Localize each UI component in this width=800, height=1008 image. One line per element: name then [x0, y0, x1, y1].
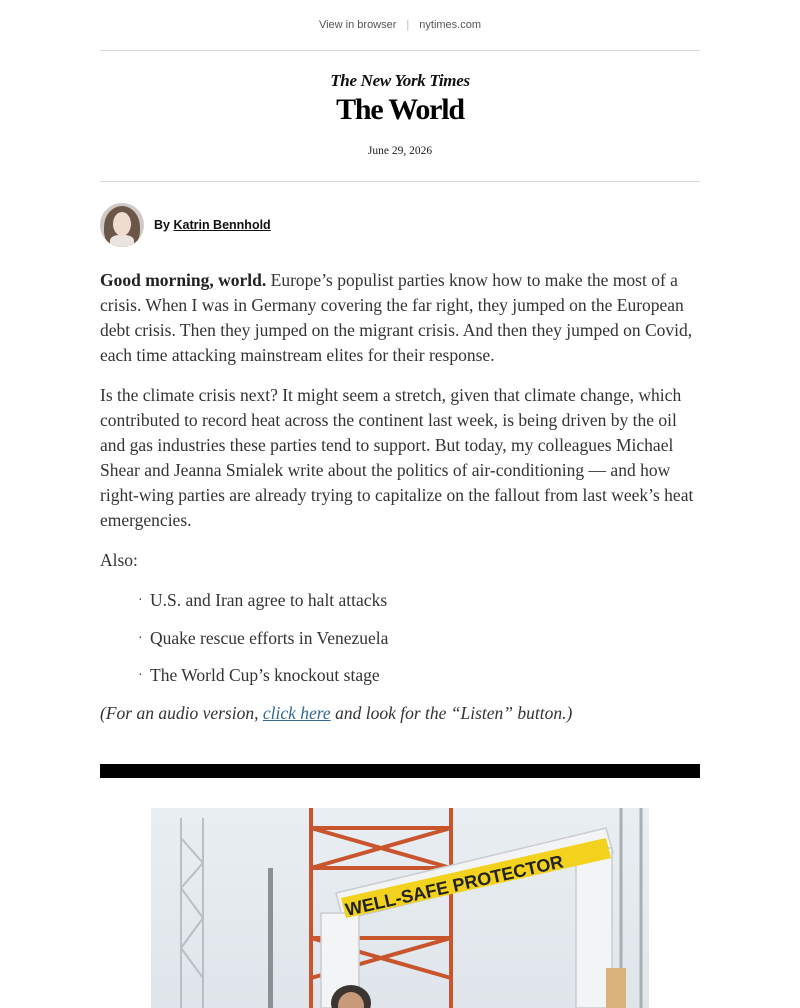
byline-text — [154, 218, 271, 232]
masthead — [100, 51, 700, 181]
byline-prefix: By — [154, 218, 170, 232]
list-item[interactable] — [138, 626, 700, 651]
nytimes-link[interactable]: nytimes.com — [419, 19, 482, 31]
link-separator: | — [406, 19, 410, 31]
newsletter-container — [100, 50, 700, 778]
view-in-browser-link[interactable]: View in browser — [318, 19, 397, 31]
author-link[interactable]: Katrin Bennhold — [173, 218, 271, 232]
nyt-logo[interactable]: The New York Times — [330, 71, 470, 90]
newsletter-date: June 29, 2026 — [367, 145, 433, 157]
greeting: Good morning, world. — [100, 270, 267, 290]
paragraph-1-text: Europe’s populist parties know how to make the most of a crisis. When I was in Germany covering the far right, they jumped on the European debt crisis. Then they jumped on the migrant crisis. And then they jumped on Covid, each time attacking mainstream elites for their response. — [100, 270, 693, 365]
paragraph-2: Is the climate crisis next? It might seem a stretch, given that climate change, which contributed to record heat across the continent last week, is being driven by the oil and gas industries these parties tend to support. But today, my colleagues Michael Shear and Jeanna Smialek write about the politics of air-conditioning — and how right-wing parties are already trying to capitalize on the fallout from last week’s heat emergencies. — [100, 385, 694, 530]
lead-photo[interactable] — [151, 808, 649, 1008]
headline-list — [138, 588, 700, 688]
bullet-icon: · — [138, 593, 143, 608]
list-item[interactable] — [138, 588, 700, 613]
article-body — [100, 268, 700, 726]
section-separator-bar — [100, 764, 700, 778]
oil-rig-illustration — [151, 808, 649, 1008]
email-header-links — [0, 0, 800, 50]
list-item-text: Quake rescue efforts in Venezuela — [150, 627, 389, 648]
byline — [100, 182, 700, 248]
audio-note-suffix: and look for the “Listen” button.) — [330, 702, 573, 723]
list-item[interactable] — [138, 663, 700, 688]
author-avatar — [100, 203, 144, 247]
newsletter-title: The World — [336, 93, 464, 126]
rig-sign-text: WELL-SAFE PROTECTOR — [343, 850, 566, 920]
bullet-icon: · — [138, 668, 143, 683]
also-label: Also: — [100, 550, 138, 570]
paragraph-1 — [100, 268, 700, 368]
bullet-icon: · — [138, 630, 143, 646]
audio-link[interactable]: click here — [262, 702, 331, 723]
list-item-text: U.S. and Iran agree to halt attacks — [150, 590, 388, 610]
list-item-text: The World Cup’s knockout stage — [150, 665, 380, 685]
audio-note-prefix: (For an audio version, — [100, 702, 263, 723]
audio-note — [100, 701, 700, 726]
